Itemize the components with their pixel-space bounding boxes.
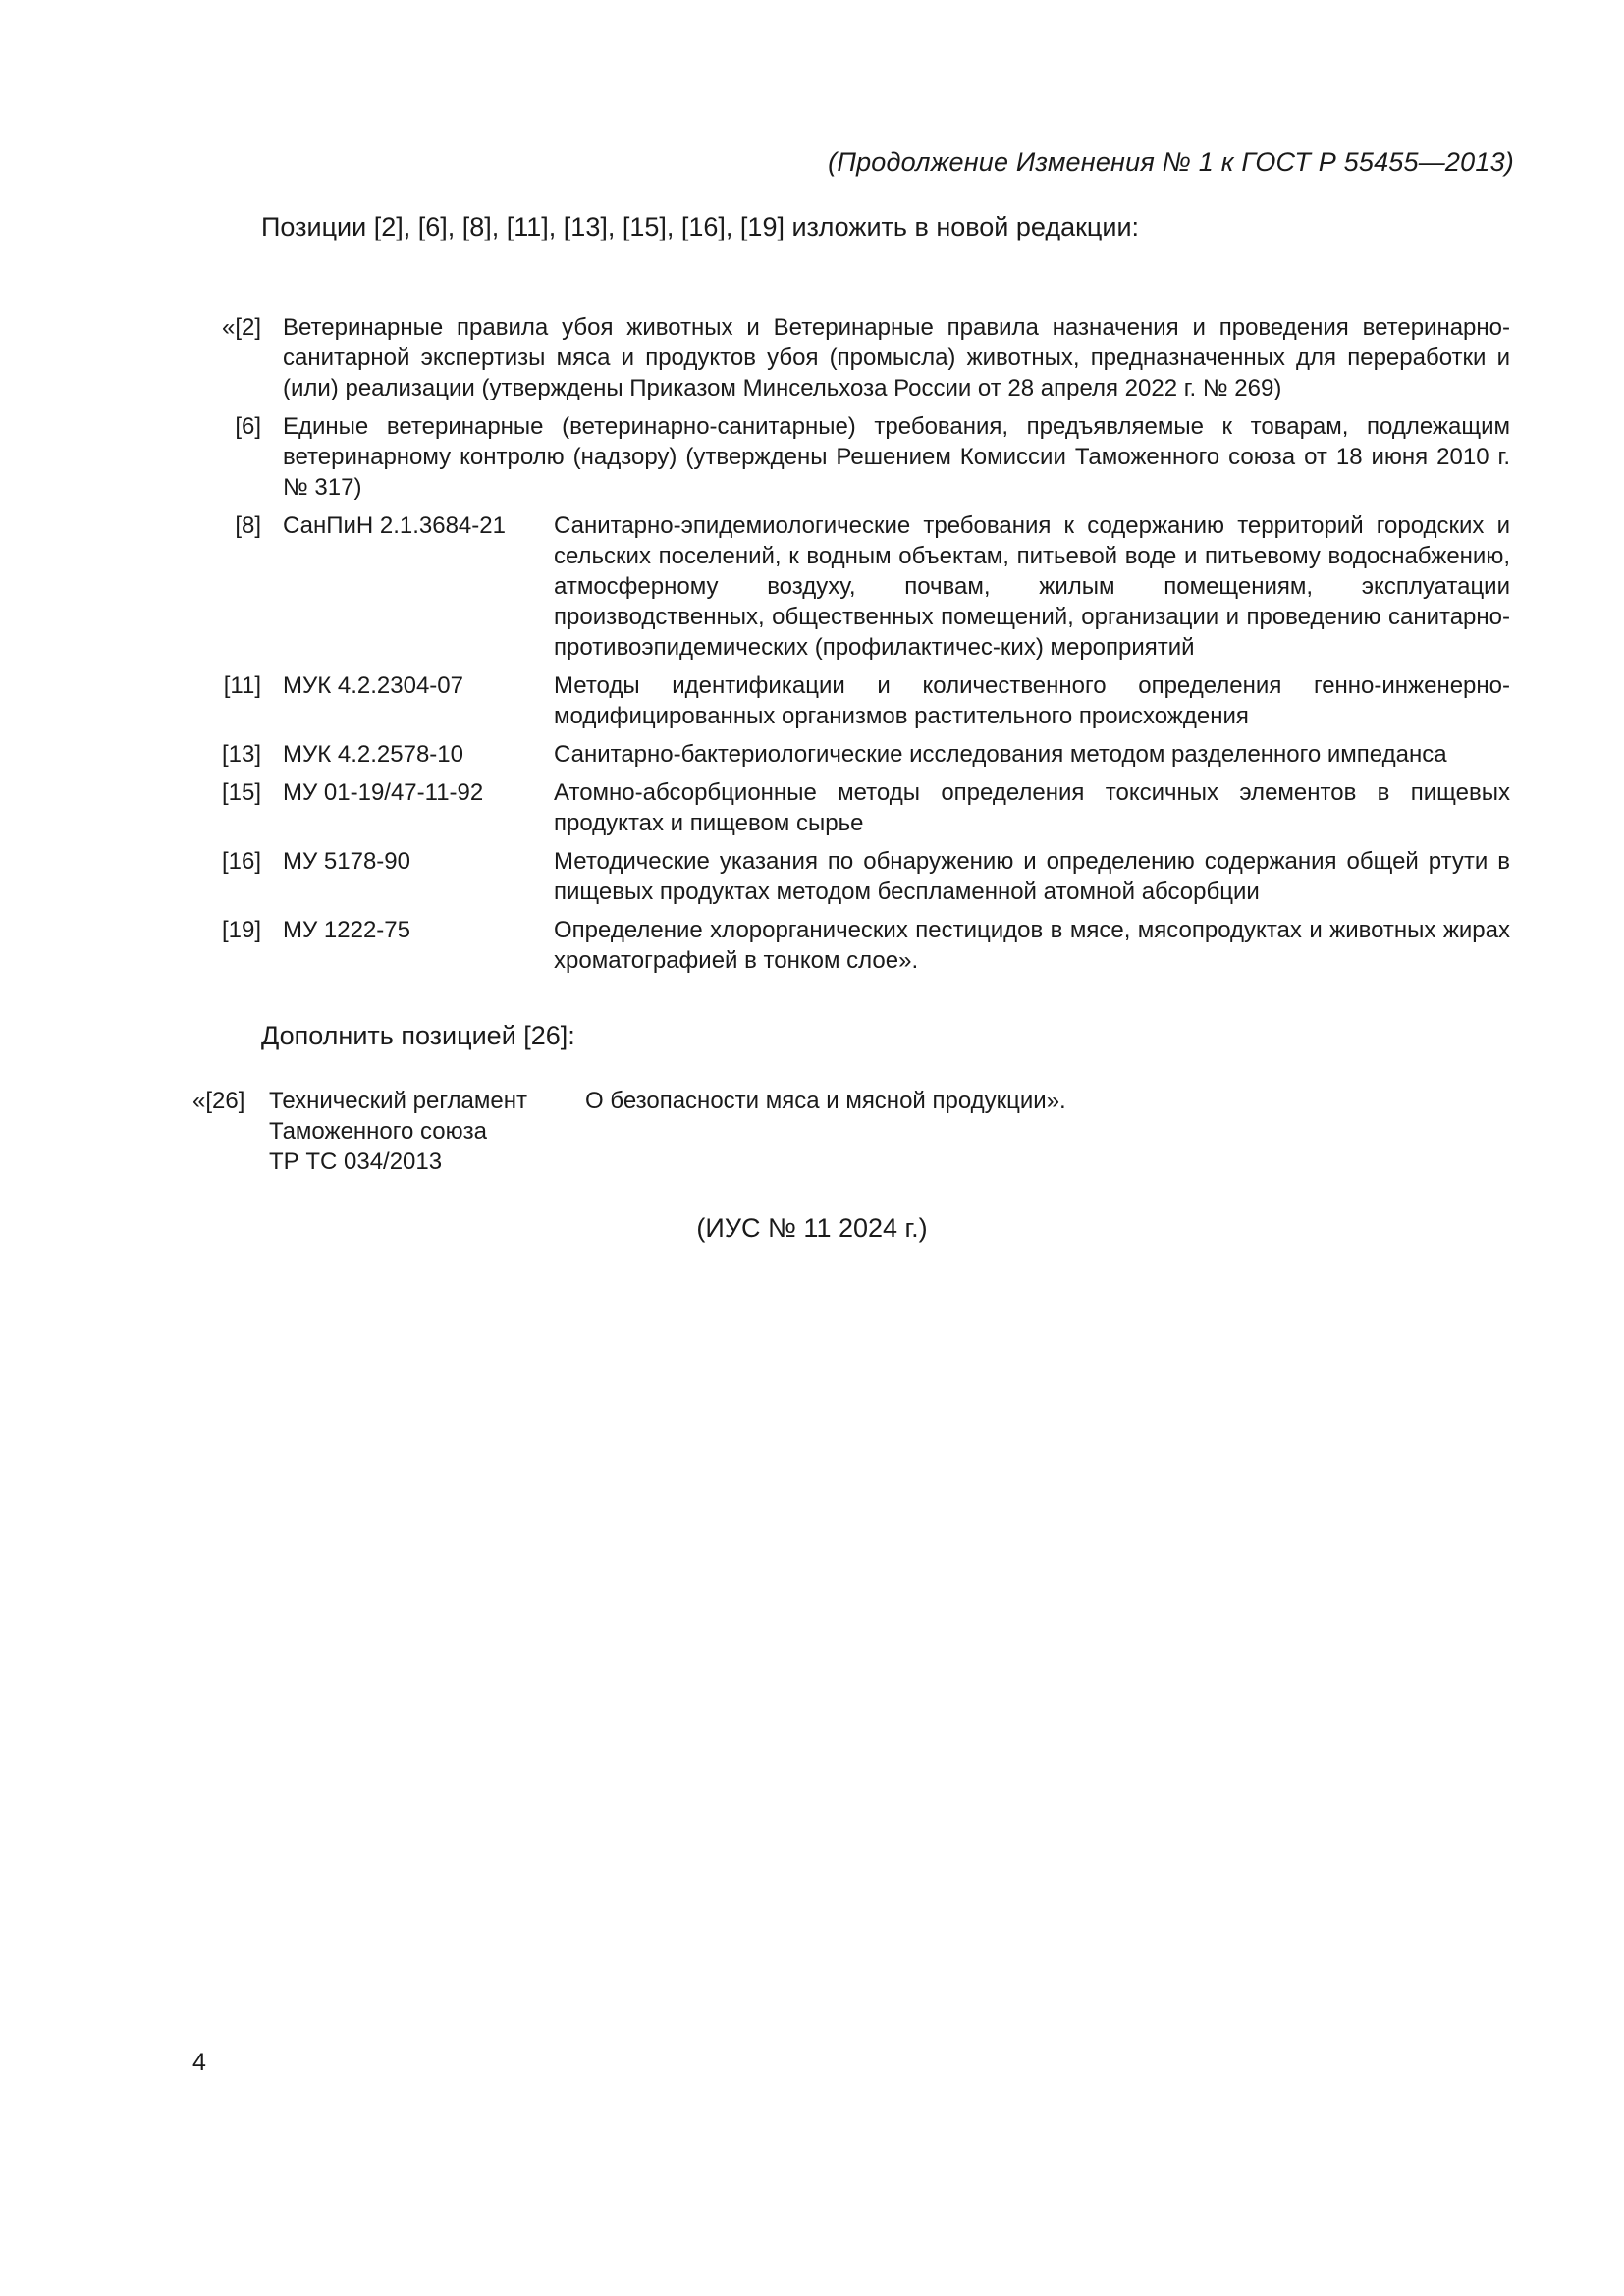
reference-code: МУК 4.2.2304-07 [283, 672, 463, 699]
reference-title: Санитарно-эпидемиологические требования к содержанию территорий городских и сельских поселений, к водным объектам, питьевой воде и питьевому водоснабжению, атмосферному воздуху, почвам, жилым помещениям, эксплуатации производственных, общественных помещений, организации и проведению санитарно-противоэпидемических (профилактичес-ких) мероприятий [554, 512, 1510, 661]
reference-number: [16] [221, 848, 261, 875]
reference-item [192, 510, 1510, 663]
reference-code: МУ 5178-90 [283, 848, 410, 875]
reference-title: Санитарно-бактериологические исследования методом разделенного импеданса [554, 741, 1447, 768]
reference-item [192, 846, 1510, 907]
reference-item [192, 670, 1510, 731]
reference-item [192, 411, 1510, 503]
reference-number: [15] [221, 779, 261, 806]
intro-paragraph: Позиции [2], [6], [8], [11], [13], [15], [16], [19] изложить в новой редакции: [261, 212, 1140, 241]
reference-code: МУ 01-19/47-11-92 [283, 779, 484, 806]
reference-code-line: ТР ТС 034/2013 [269, 1148, 443, 1175]
reference-item-26 [192, 1086, 1174, 1177]
reference-item [192, 915, 1510, 976]
reference-number: «[26] [192, 1088, 245, 1114]
reference-number: [11] [223, 672, 261, 699]
reference-number: [6] [235, 413, 261, 440]
reference-number: [8] [235, 512, 261, 539]
reference-code: МУ 1222-75 [283, 917, 410, 943]
reference-text: Единые ветеринарные (ветеринарно-санитарные) требования, предъявляемые к товарам, подлежащим ветеринарному контролю (надзору) (утверждены Решением Комиссии Таможенного союза от 18 июня 2010 г. № 317) [283, 413, 1510, 501]
reference-title: Определение хлорорганических пестицидов в мясе, мясопродуктах и животных жирах хроматографией в тонком слое». [554, 917, 1510, 974]
reference-list [192, 312, 1510, 984]
reference-code: СанПиН 2.1.3684-21 [283, 512, 506, 539]
reference-code: МУК 4.2.2578-10 [283, 741, 463, 768]
reference-title: Методические указания по обнаружению и определению содержания общей ртути в пищевых продуктах методом беспламенной атомной абсорбции [554, 848, 1510, 905]
reference-number: «[2] [221, 314, 261, 341]
running-head: (Продолжение Изменения № 1 к ГОСТ Р 55455—2013) [828, 147, 1514, 177]
reference-number: [13] [221, 741, 261, 768]
reference-title: О безопасности мяса и мясной продукции». [585, 1088, 1066, 1114]
reference-number: [19] [221, 917, 261, 943]
reference-title: Атомно-абсорбционные методы определения токсичных элементов в пищевых продуктах и пищевом сырье [554, 779, 1510, 836]
ius-note: (ИУС № 11 2024 г.) [696, 1213, 928, 1243]
reference-item [192, 739, 1510, 770]
addition-intro: Дополнить позицией [26]: [261, 1021, 575, 1050]
reference-item [192, 312, 1510, 403]
page-number: 4 [192, 2049, 206, 2076]
reference-code [269, 1086, 585, 1177]
reference-code-line: Технический регламент [269, 1088, 527, 1114]
reference-code-line: Таможенного союза [269, 1118, 487, 1145]
reference-text: Ветеринарные правила убоя животных и Ветеринарные правила назначения и проведения ветеринарно-санитарной экспертизы мяса и продуктов убоя (промысла) животных, предназначенных для переработки и (или) реализации (утверждены Приказом Минсельхоза России от 28 апреля 2022 г. № 269) [283, 314, 1510, 401]
reference-item [192, 777, 1510, 838]
reference-title: Методы идентификации и количественного определения генно-инженерно-модифицированных организмов растительного происхождения [554, 672, 1510, 729]
